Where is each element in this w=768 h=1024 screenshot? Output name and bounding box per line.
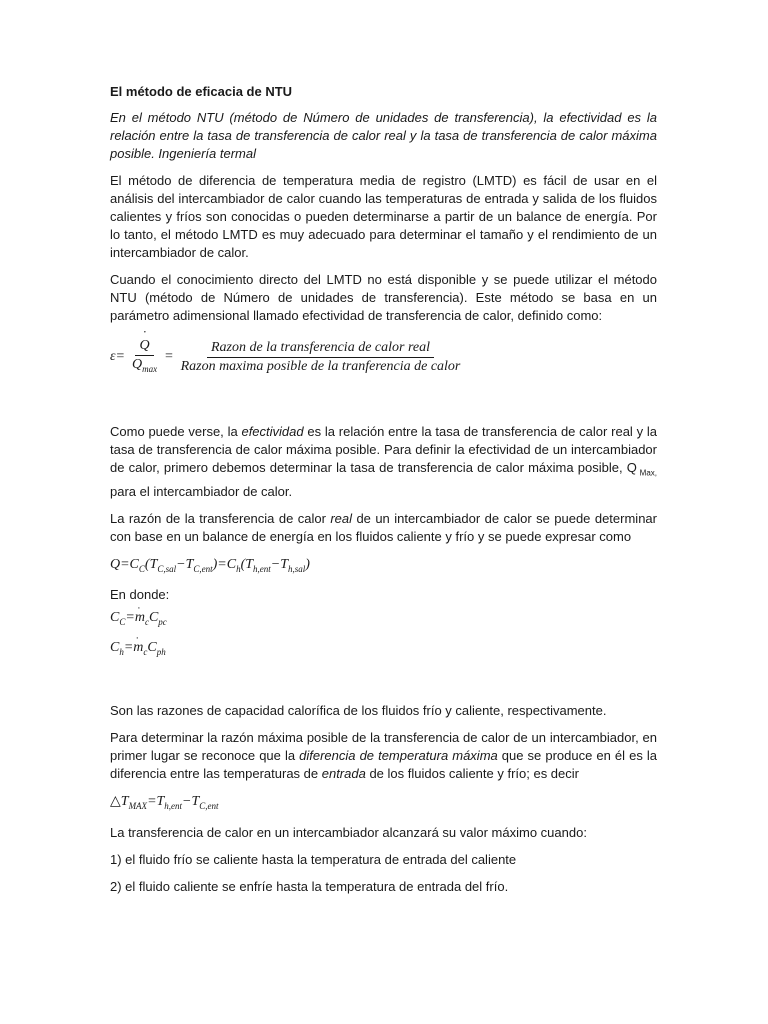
- lmtd-paragraph: El método de diferencia de temperatura media de registro (LMTD) es fácil de usar en el análisis del intercambiador de calor cuando las temperaturas de entrada y salida de los fluidos calientes y fríos son conocidas o pueden determinarse a partir de un balance de energía. Por lo tanto, el método LMTD es muy adecuado para determinar el tamaño y el rendimiento de un intercambiador de calor.: [110, 173, 657, 260]
- effectiveness-explanation: Como puede verse, la efectividad es la relación entre la tasa de transferencia de calor real y la tasa de transferencia de calor máxima posible. Para definir la efectividad de un intercambiador de calor, primero debemos determinar la tasa de transferencia de calor máxima posible, Q $_{Max,}$ para el intercambiador de calor.: [110, 424, 657, 499]
- capacity-rates-paragraph: Son las razones de capacidad calorífica de los fluidos frío y caliente, respectivamente.: [110, 702, 607, 718]
- qmax-subscript: max: [142, 363, 158, 374]
- max-condition-paragraph: La transferencia de calor en un intercambiador alcanzará su valor máximo cuando:: [110, 824, 587, 840]
- condition-item-1: 1) el fluido frío se caliente hasta la temperatura de entrada del caliente: [110, 851, 517, 867]
- document-title: El método de eficacia de NTU: [110, 84, 293, 99]
- max-transfer-paragraph: Para determinar la razón máxima posible de la transferencia de calor de un intercambiador, en primer lugar se reconoce que la diferencia de temperatura máxima que se produce en él es la diferencia entre las temperaturas de entrada de los fluidos caliente y frío; es decir: [110, 729, 658, 781]
- ntu-paragraph: Cuando el conocimiento directo del LMTD no está disponible y se puede utilizar el método NTU (método de Número de unidades de transferencia). Este método se basa en un parámetro adimensional llamado efectividad de transferencia de calor, definido como:: [110, 272, 657, 323]
- condition-item-2: 2) el fluido caliente se enfríe hasta la temperatura de entrada del frío.: [110, 878, 509, 894]
- equals-sign-2: =: [164, 349, 174, 364]
- document-body: [110, 83, 657, 905]
- cold-capacity-equation: $C_C=˙$ $m_cC_{pc}$: [110, 608, 657, 632]
- effectiveness-equation: [110, 335, 657, 379]
- q-dot-symbol: ˙ Q: [139, 338, 149, 354]
- qmax-symbol: Q: [131, 356, 143, 372]
- fraction-denominator: Razon maxima posible de la tranferencia de calor: [180, 358, 461, 374]
- energy-balance-equation: $Q=C_C(T_{C,sal}-T_{C,ent})=C_h(T_{h,ent}-T_{h,sal})$: [110, 556, 310, 574]
- equals-sign: =: [115, 349, 125, 364]
- delta-t-max-equation: $\triangle T_{MAX}=T_{h,ent}-T_{C,ent}$: [110, 793, 219, 811]
- real-transfer-paragraph: La razón de la transferencia de calor real de un intercambiador de calor se puede determinar con base en un balance de energía en los fluidos caliente y frío y se puede expresar como: [110, 510, 657, 544]
- ratio-words-fraction: [177, 340, 465, 375]
- en-donde-label: En donde:: [110, 587, 170, 603]
- epsilon-symbol: ε: [110, 349, 116, 364]
- q-ratio-fraction: [128, 338, 161, 377]
- fraction-numerator: Razon de la transferencia de calor real: [207, 340, 434, 358]
- intro-paragraph: En el método NTU (método de Número de unidades de transferencia), la efectividad es la relación entre la tasa de transferencia de calor real y la tasa de transferencia de calor máxima posible. Ingeniería termal: [110, 110, 657, 161]
- hot-capacity-equation: $C_h=˙$ $m_cC_{ph}$: [110, 638, 657, 662]
